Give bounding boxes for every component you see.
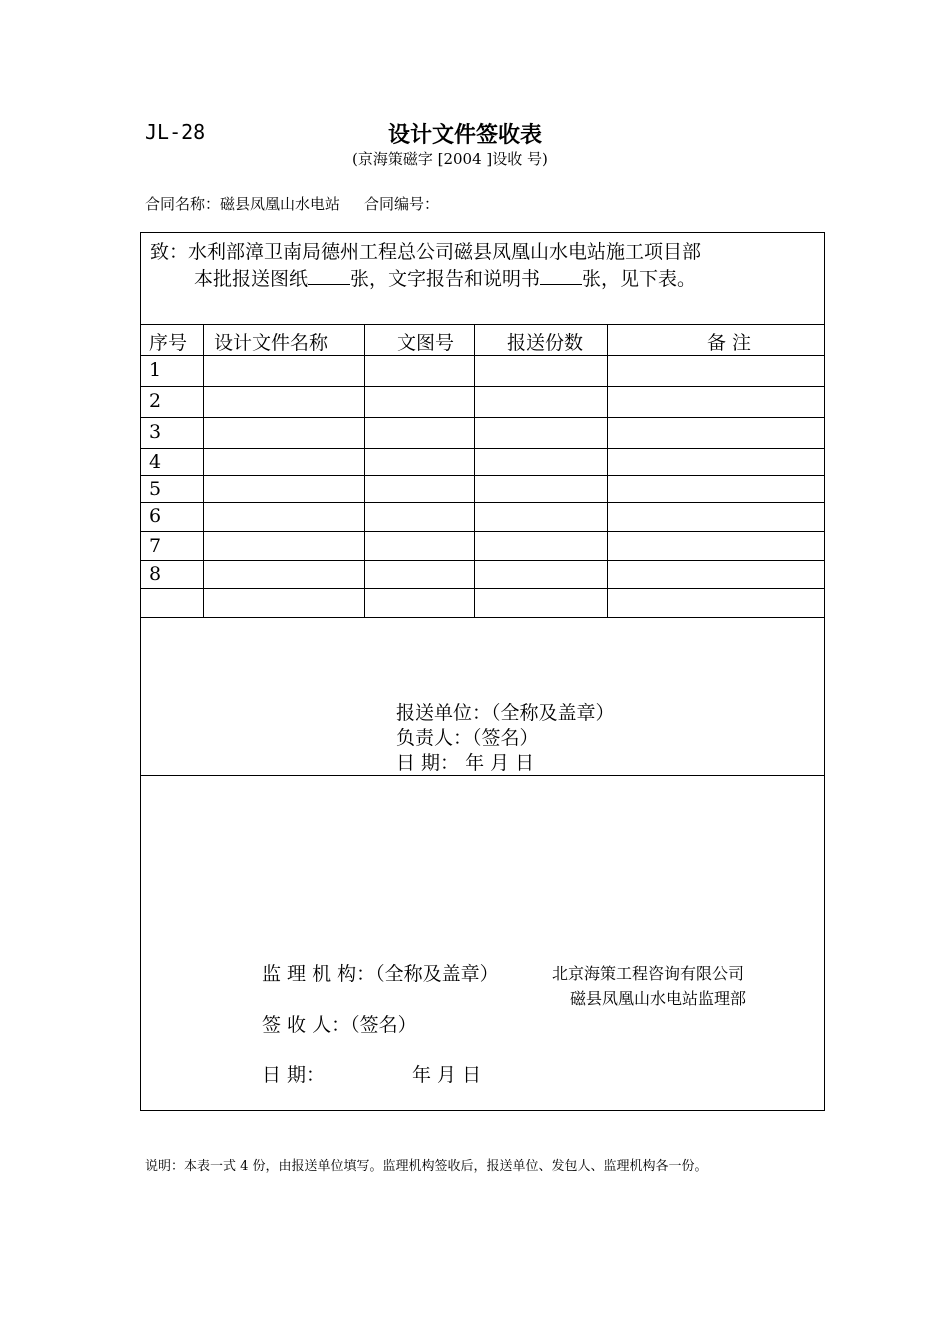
table-row-rule: [140, 560, 825, 561]
row-number: 1: [149, 359, 162, 381]
table-row-rule: [140, 448, 825, 449]
column-divider: [474, 324, 475, 618]
footnote: 说明：本表一式 4 份，由报送单位填写。监理机构签收后，报送单位、发包人、监理机构各一份。: [145, 1159, 708, 1174]
supervisor-org-label: 监 理 机 构：（全称及盖章）: [262, 963, 499, 985]
reports-count-blank[interactable]: [540, 266, 582, 285]
row-number: 2: [149, 390, 162, 412]
submission-summary: [194, 264, 696, 291]
column-divider: [607, 324, 608, 618]
receipt-date-label: 日 期：: [262, 1064, 326, 1086]
header-drawing-number: 文图号: [397, 332, 455, 354]
table-row-rule: [140, 475, 825, 476]
row-number: 4: [149, 451, 162, 473]
submission-date-label: 日 期： 年 月 日: [396, 752, 535, 774]
table-row-rule: [140, 417, 825, 418]
supervisor-dept-name: 磁县凤凰山水电站监理部: [570, 989, 747, 1008]
header-remarks: 备 注: [707, 332, 752, 354]
supervisor-org-name: 北京海策工程咨询有限公司: [552, 964, 745, 983]
row-number: 7: [149, 535, 162, 557]
responsible-person-label: 负责人：（签名）: [396, 727, 539, 749]
table-row-rule: [140, 588, 825, 589]
form-code: JL-28: [145, 120, 206, 144]
table-row-rule: [140, 531, 825, 532]
summary-text-a: 本批报送图纸: [194, 268, 309, 290]
row-number: 8: [149, 563, 162, 585]
header-serial: 序号: [149, 332, 188, 354]
column-divider: [364, 324, 365, 618]
row-number: 3: [149, 421, 162, 443]
column-divider: [203, 324, 204, 618]
table-row-rule: [140, 386, 825, 387]
contract-info: [145, 193, 439, 214]
table-header-rule: [140, 355, 825, 356]
contract-name-label: 合同名称：: [145, 195, 221, 213]
addressee-line: 致：水利部漳卫南局德州工程总公司磁县凤凰山水电站施工项目部: [150, 241, 702, 263]
receipt-date-fields: 年 月 日: [412, 1064, 482, 1086]
submitting-unit-label: 报送单位：（全称及盖章）: [396, 702, 615, 724]
summary-text-c: 张，见下表。: [582, 268, 697, 290]
contract-name-value: 磁县凤凰山水电站: [220, 195, 341, 213]
row-number: 6: [149, 505, 162, 527]
header-copies: 报送份数: [507, 332, 584, 354]
row-number: 5: [149, 478, 162, 500]
header-file-name: 设计文件名称: [214, 332, 329, 354]
drawings-count-blank[interactable]: [308, 266, 350, 285]
table-top-rule: [140, 324, 825, 325]
summary-text-b: 张，文字报告和说明书: [350, 268, 541, 290]
page-title: 设计文件签收表: [388, 123, 543, 148]
section-divider: [140, 775, 825, 776]
contract-number-label: 合同编号：: [364, 195, 440, 213]
document-reference: (京海策磁字 [2004 ]设收 号): [352, 150, 548, 168]
table-row-rule: [140, 502, 825, 503]
receiver-label: 签 收 人：（签名）: [262, 1014, 417, 1036]
table-bottom-rule: [140, 617, 825, 618]
